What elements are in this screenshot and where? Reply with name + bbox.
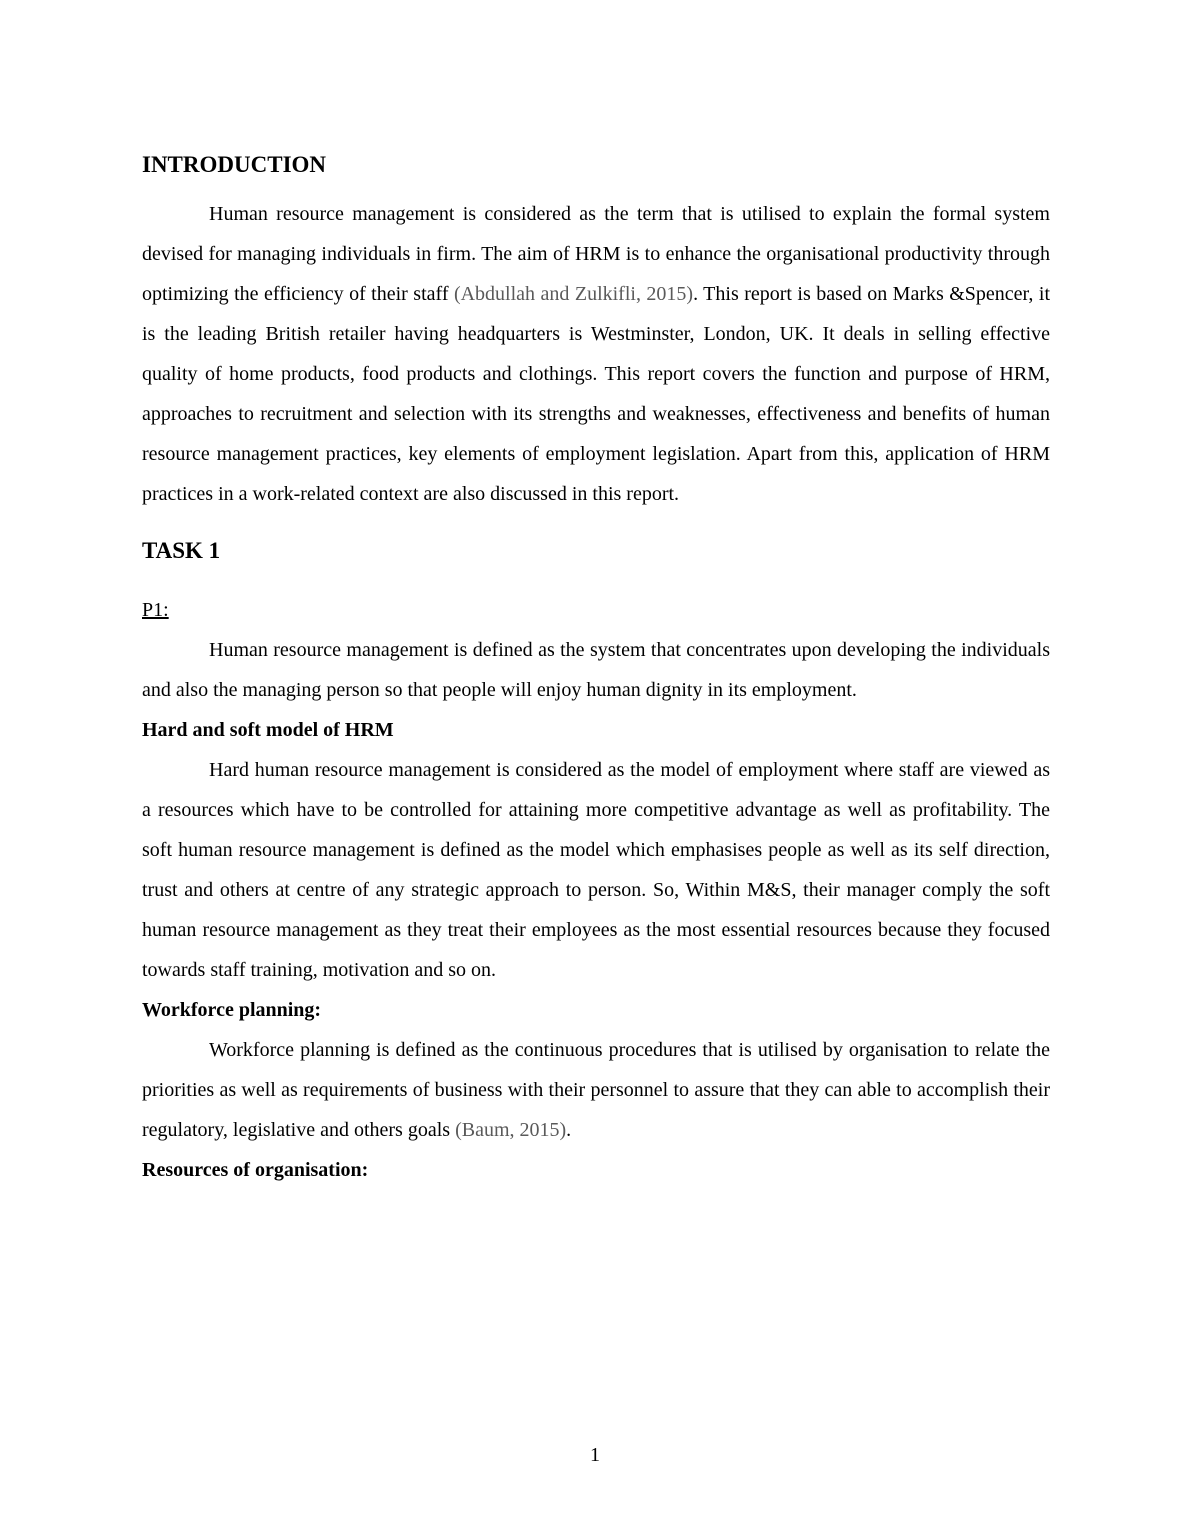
citation-baum: (Baum, 2015) [455,1119,567,1141]
workforce-planning-heading: Workforce planning: [142,999,322,1021]
p1-label: P1: [142,599,169,621]
page-number: 1 [590,1444,600,1466]
citation-abdullah-zulkifli: (Abdullah and Zulkifli, 2015) [453,283,694,305]
hard-soft-model-heading: Hard and soft model of HRM [142,719,394,741]
workforce-text-run-1: Workforce planning is defined as the continuous procedures that is utilised by organisation to relate the priorities as well as requirements of business with their personnel to assure that they can able to accomplish their regulatory, legislative and others goals [142,1039,1050,1141]
workforce-text-run-2: . [566,1119,572,1141]
hard-soft-model-paragraph: Hard human resource management is considered as the model of employment where staff are viewed as a resources which have to be controlled for attaining more competitive advantage as well as profitability. The soft human resource management is defined as the model which emphasises people as well as its self direction, trust and others at centre of any strategic approach to person. So, Within M&S, their manager comply the soft human resource management as they treat their employees as the most essential resources because they focused towards staff training, motivation and so on. [142,759,1050,981]
task1-heading: TASK 1 [142,538,221,563]
introduction-text-run-1: Human resource management is considered as the term that is utilised to explain the formal system devised for managing individuals in firm. The aim of HRM is to enhance the organisational productivity through optimizing the efficiency of their staff [142,203,1050,305]
workforce-planning-paragraph [142,1030,1050,1150]
p1-label-line [142,590,1050,630]
introduction-paragraph [142,194,1050,514]
resources-of-organisation-heading: Resources of organisation: [142,1159,369,1181]
p1-paragraph: Human resource management is defined as the system that concentrates upon developing the individuals and also the managing person so that people will enjoy human dignity in its employment. [142,639,1050,701]
introduction-heading: INTRODUCTION [142,152,327,177]
introduction-text-run-2: . This report is based on Marks &Spencer, it is the leading British retailer having headquarters is Westminster, London, UK. It deals in selling effective quality of home products, food products and clothings. This report covers the function and purpose of HRM, approaches to recruitment and selection with its strengths and weaknesses, effectiveness and benefits of human resource management practices, key elements of employment legislation. Apart from this, application of HRM practices in a work-related context are also discussed in this report. [142,283,1050,505]
